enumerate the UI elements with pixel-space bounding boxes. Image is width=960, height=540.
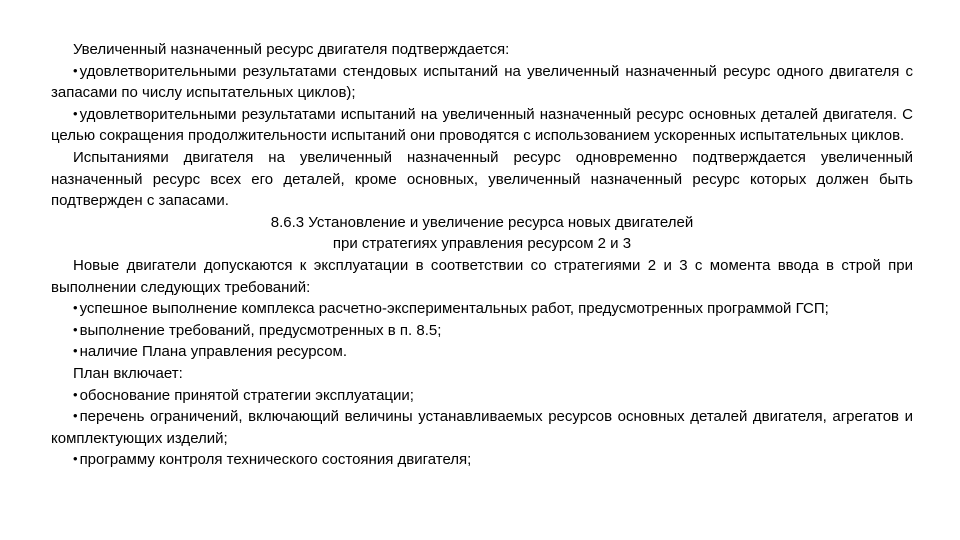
paragraph-new-engines: Новые двигатели допускаются к эксплуатации в соответствии со стратегиями 2 и 3 с момента ввода в строй при выполнении следующих требований:	[51, 256, 913, 296]
bullet-dot-icon: •	[73, 343, 78, 359]
bullet-dot-icon: •	[73, 300, 78, 316]
bullet-text: обоснование принятой стратегии эксплуатации;	[79, 386, 414, 404]
bullet-item	[51, 406, 913, 449]
section-heading-line-2: при стратегиях управления ресурсом 2 и 3	[332, 235, 632, 253]
bullet-text: успешное выполнение комплекса расчетно-экспериментальных работ, предусмотренных программой ГСП;	[79, 300, 829, 318]
bullet-item	[51, 104, 913, 147]
bullet-text: перечень ограничений, включающий величины устанавливаемых ресурсов основных деталей двигателя, агрегатов и комплектующих изделий;	[51, 408, 913, 447]
bullet-dot-icon: •	[73, 451, 78, 467]
bullet-item	[51, 298, 913, 320]
bullet-dot-icon: •	[73, 62, 78, 78]
bullet-item	[51, 385, 913, 407]
bullet-text: программу контроля технического состояния двигателя;	[79, 451, 472, 469]
document-body	[51, 39, 913, 471]
bullet-text: выполнение требований, предусмотренных в п. 8.5;	[79, 321, 442, 339]
paragraph-intro: Увеличенный назначенный ресурс двигателя подтверждается:	[73, 41, 510, 58]
bullet-item	[51, 341, 913, 363]
bullet-dot-icon: •	[73, 105, 78, 121]
paragraph-plan: План включает:	[73, 364, 183, 382]
paragraph-tests: Испытаниями двигателя на увеличенный назначенный ресурс одновременно подтверждается увеличенный назначенный ресурс всех его деталей, кроме основных, увеличенный назначенный ресурс которых должен быть подтвержден с запасами.	[51, 148, 913, 210]
bullet-dot-icon: •	[73, 321, 78, 337]
bullet-text: удовлетворительными результатами испытаний на увеличенный назначенный ресурс основных деталей двигателя. С целью сокращения продолжительности испытаний они проводятся с использованием ускоренных испытательных циклов.	[51, 105, 913, 145]
bullet-text: удовлетворительными результатами стендовых испытаний на увеличенный назначенный ресурс одного двигателя с запасами по числу испытательных циклов);	[51, 62, 913, 102]
bullet-dot-icon: •	[73, 386, 78, 402]
bullet-text: наличие Плана управления ресурсом.	[79, 343, 348, 361]
bullet-dot-icon: •	[73, 408, 78, 424]
bullet-item	[51, 320, 913, 342]
bullet-item	[51, 449, 913, 471]
section-heading-line-1: 8.6.3 Установление и увеличение ресурса новых двигателей	[270, 213, 694, 231]
bullet-item	[51, 61, 913, 104]
